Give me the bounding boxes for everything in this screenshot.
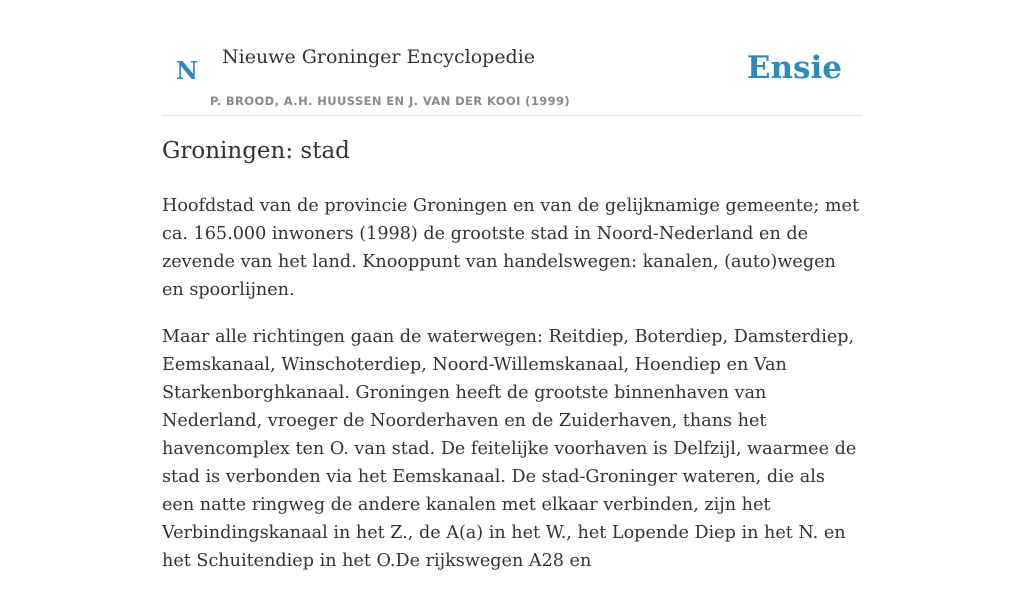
article-paragraph: Hoofdstad van de provincie Groningen en van de gelijknamige gemeente; met ca. 165.000 inwoners (1998) de grootste stad in Noord-Nederland en de zevende van het land. Knooppunt van handelswegen: kanalen, (auto)wegen en spoorlijnen. bbox=[162, 196, 860, 300]
source-authors: P. BROOD, A.H. HUUSSEN EN J. VAN DER KOOI (1999) bbox=[210, 94, 571, 108]
article-body bbox=[162, 192, 862, 594]
ensie-logo-link[interactable]: Ensie bbox=[746, 50, 842, 86]
article-title: Groningen: stad bbox=[162, 138, 350, 164]
source-title[interactable]: Nieuwe Groninger Encyclopedie bbox=[222, 46, 536, 68]
source-logo[interactable]: N bbox=[176, 56, 198, 85]
source-header bbox=[162, 40, 862, 116]
article-paragraph: Maar alle richtingen gaan de waterwegen: Reitdiep, Boterdiep, Damsterdiep, Eemskanaal, Winschoterdiep, Noord-Willemskanaal, Hoendiep en Van Starkenborghkanaal. Groningen heeft de grootste binnenhaven van Nederland, vroeger de Noorderhaven en de Zuiderhaven, thans het havencomplex ten O. van stad. De feitelijke voorhaven is Delfzijl, waarmee de stad is verbonden via het Eemskanaal. De stad-Groninger wateren, die als een natte ringweg de andere kanalen met elkaar verbinden, zijn het Verbindingskanaal in het Z., de A(a) in het W., het Lopende Diep in het N. en het Schuitendiep in het O.De rijkswegen A28 en bbox=[162, 327, 857, 571]
